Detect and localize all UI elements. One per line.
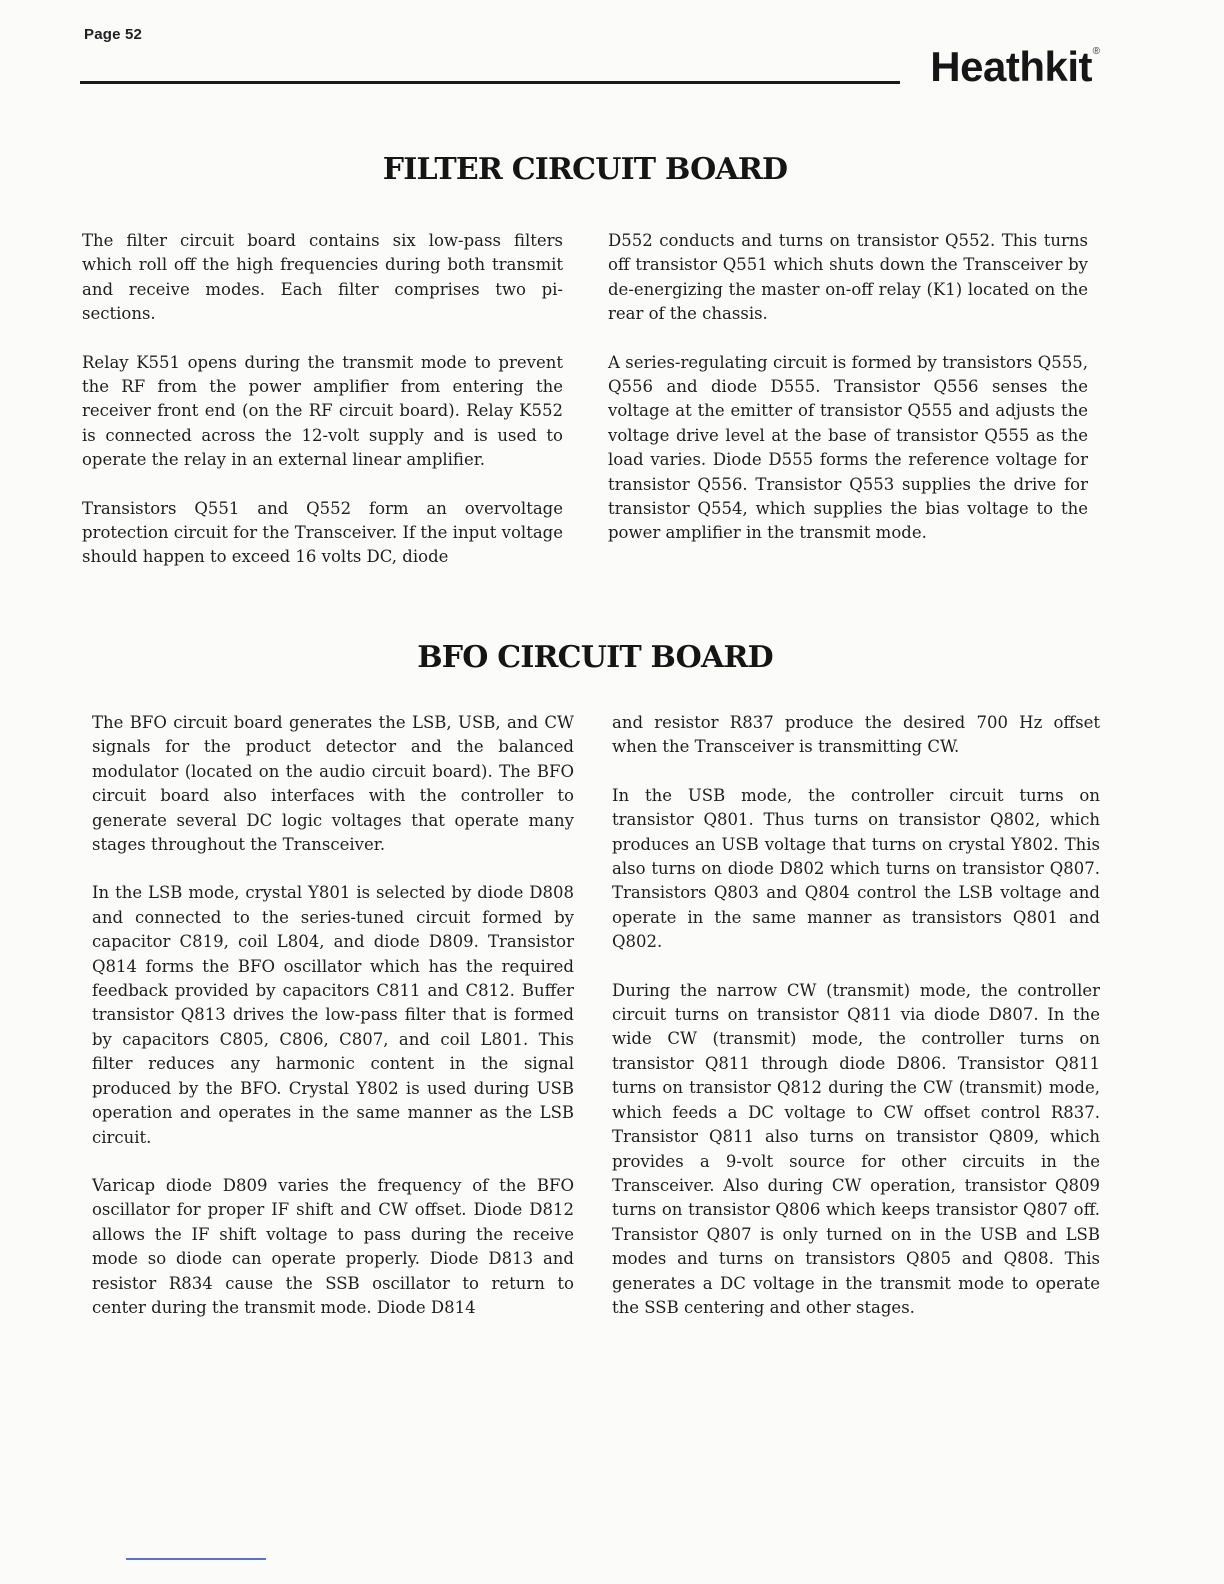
- brand-logo: Heathkit: [930, 43, 1092, 90]
- bfo-section-title: BFO CIRCUIT BOARD: [417, 640, 773, 675]
- bfo-paragraph: In the USB mode, the controller circuit turns on transistor Q801. Thus turns on transistor Q802, which produces an USB voltage that turns on crystal Y802. This also turns on diode D802 which turns on transistor Q807. Transistors Q803 and Q804 control the LSB voltage and operate in the same manner as transistors Q801 and Q802.: [612, 785, 1100, 952]
- bfo-paragraph: In the LSB mode, crystal Y801 is selected by diode D808 and connected to the series-tuned circuit formed by capacitor C819, coil L804, and diode D809. Transistor Q814 forms the BFO oscillator which has the required feedback provided by capacitors C811 and C812. Buffer transistor Q813 drives the low-pass filter that is formed by capacitors C805, C806, C807, and coil L801. This filter reduces any harmonic content in the signal produced by the BFO. Crystal Y802 is used during USB operation and operates in the same manner as the LSB circuit.: [92, 883, 574, 1147]
- filter-section-title: FILTER CIRCUIT BOARD: [382, 152, 788, 187]
- brand-registered-mark: ®: [1092, 46, 1100, 57]
- bfo-right-column: [612, 711, 1100, 1344]
- bfo-paragraph: and resistor R837 produce the desired 700 Hz offset when the Transceiver is transmitting CW.: [612, 713, 1100, 757]
- filter-paragraph: A series-regulating circuit is formed by transistors Q555, Q556 and diode D555. Transistor Q556 senses the voltage at the emitter of transistor Q555 and adjusts the voltage drive level at the base of transistor Q555 as the load varies. Diode D555 forms the reference voltage for transistor Q556. Transistor Q553 supplies the drive for transistor Q554, which supplies the bias voltage to the power amplifier in the transmit mode.: [608, 352, 1088, 543]
- bfo-paragraph: Varicap diode D809 varies the frequency of the BFO oscillator for proper IF shift and CW offset. Diode D812 allows the IF shift voltage to pass during the receive mode so diode can operate properly. Diode D813 and resistor R834 cause the SSB oscillator to return to center during the transmit mode. Diode D814: [92, 1175, 574, 1317]
- bfo-paragraph: During the narrow CW (transmit) mode, the controller circuit turns on transistor Q811 via diode D807. In the wide CW (transmit) mode, the controller turns on transistor Q811 through diode D806. Transistor Q811 turns on transistor Q812 during the CW (transmit) mode, which feeds a DC voltage to CW offset control R837. Transistor Q811 also turns on transistor Q809, which provides a 9-volt source for other circuits in the Transceiver. Also during CW operation, transistor Q809 turns on transistor Q806 which keeps transistor Q807 off. Transistor Q807 is only turned on in the USB and LSB modes and turns on transistors Q805 and Q808. This generates a DC voltage in the transmit mode to operate the SSB centering and other stages.: [612, 980, 1100, 1317]
- filter-paragraph: Transistors Q551 and Q552 form an overvoltage protection circuit for the Transceiver. If the input voltage should happen to exceed 16 volts DC, diode: [82, 498, 563, 567]
- filter-paragraph: Relay K551 opens during the transmit mode to prevent the RF from the power amplifier from entering the receiver front end (on the RF circuit board). Relay K552 is connected across the 12-volt supply and is used to operate the relay in an external linear amplifier.: [82, 352, 563, 470]
- footer-mark: [126, 1558, 266, 1560]
- filter-right-column: [608, 229, 1088, 570]
- filter-left-column: [82, 229, 563, 594]
- bfo-left-column: [92, 711, 574, 1344]
- header-rule: [80, 81, 900, 84]
- filter-paragraph: D552 conducts and turns on transistor Q552. This turns off transistor Q551 which shuts down the Transceiver by de-energizing the master on-off relay (K1) located on the rear of the chassis.: [608, 231, 1088, 324]
- page-number: Page 52: [84, 26, 143, 43]
- filter-paragraph: The filter circuit board contains six low-pass filters which roll off the high frequencies during both transmit and receive modes. Each filter comprises two pi-sections.: [82, 231, 563, 324]
- bfo-paragraph: The BFO circuit board generates the LSB, USB, and CW signals for the product detector and the balanced modulator (located on the audio circuit board). The BFO circuit board also interfaces with the controller to generate several DC logic voltages that operate many stages throughout the Transceiver.: [92, 713, 574, 855]
